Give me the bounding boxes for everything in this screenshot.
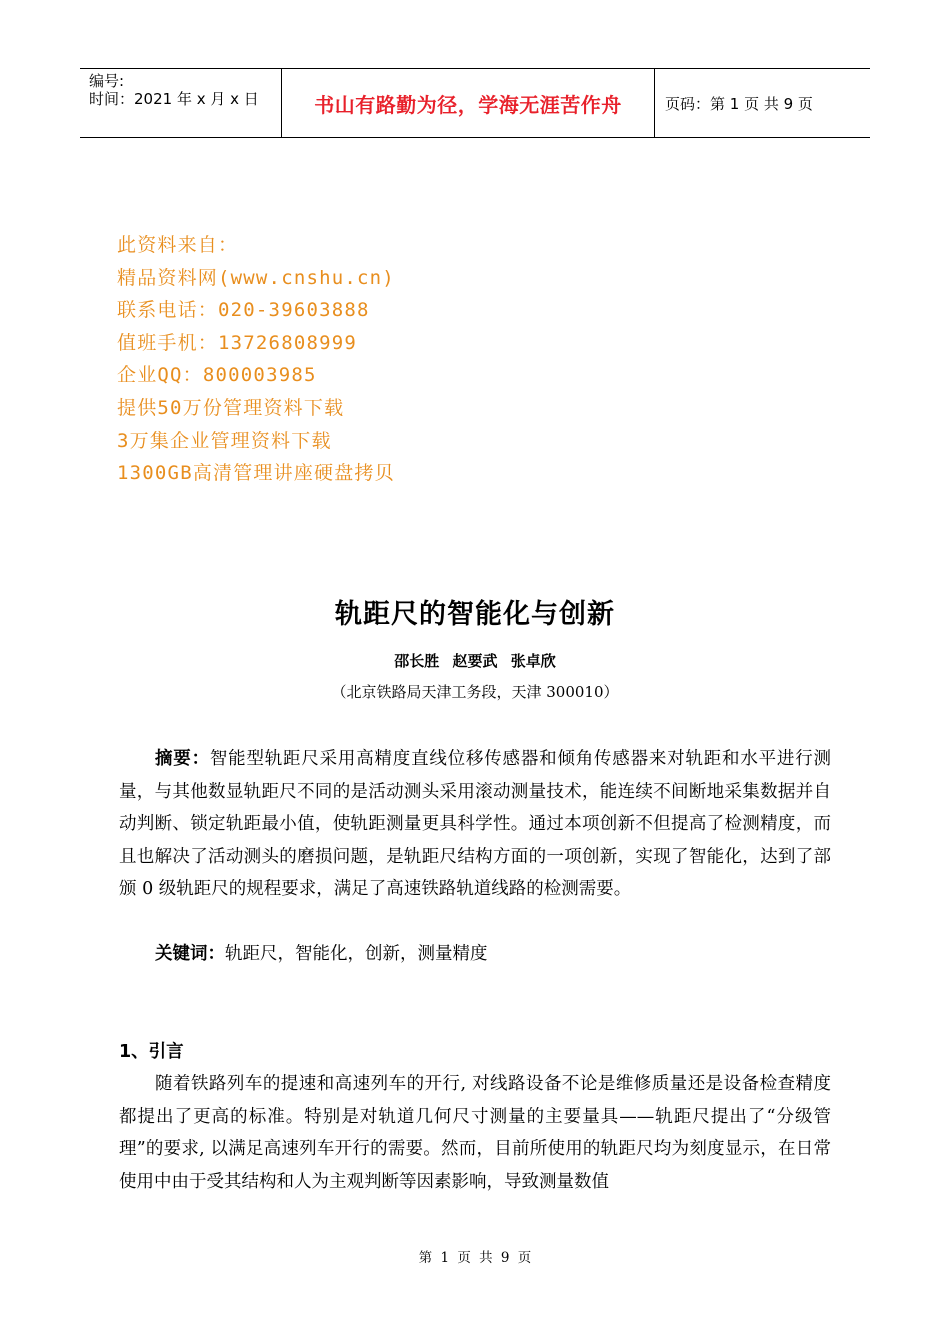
promo-line: 3万集企业管理资料下载 bbox=[117, 429, 332, 452]
promo-line: 提供50万份管理资料下载 bbox=[117, 396, 345, 419]
promo-block bbox=[117, 229, 395, 490]
header-motto: 书山有路勤为径，学海无涯苦作舟 bbox=[282, 69, 655, 137]
intro-paragraph: 随着铁路列车的提速和高速列车的开行, 对线路设备不论是维修质量还是设备检查精度都提出了更高的标准。特别是对轨道几何尺寸测量的主要量具——轨距尺提出了“分级管理”的要求, 以满足高速列车开行的需要。然而，目前所使用的轨距尺均为刻度显示，在日常使用中由于受其结构和人为主观判断等因素影响，导致测量数值 bbox=[119, 1074, 831, 1192]
promo-line: 此资料来自： bbox=[117, 234, 239, 256]
promo-line-phone: 联系电话：020-39603888 bbox=[117, 299, 370, 322]
header-meta bbox=[80, 69, 282, 137]
promo-line-mobile: 值班手机：13726808999 bbox=[117, 331, 358, 354]
promo-line: 1300GB高清管理讲座硬盘拷贝 bbox=[117, 462, 395, 485]
page-footer: 第 1 页 共 9 页 bbox=[418, 1250, 532, 1266]
article-title: 轨距尺的智能化与创新 bbox=[335, 599, 615, 630]
header-page-info: 页码：第 1 页 共 9 页 bbox=[665, 94, 813, 113]
abstract-paragraph bbox=[119, 743, 831, 906]
document-header bbox=[80, 68, 870, 138]
keywords-paragraph bbox=[119, 938, 831, 971]
article-affiliation: （北京铁路局天津工务段，天津 300010） bbox=[331, 683, 619, 701]
promo-line-qq: 企业QQ：800003985 bbox=[117, 364, 317, 387]
keywords-text: 轨距尺，智能化，创新，测量精度 bbox=[225, 944, 488, 964]
document-date: 时间：2021 年 x 月 x 日 bbox=[89, 90, 259, 108]
keywords-label: 关键词： bbox=[155, 944, 225, 964]
article-authors: 邵长胜 赵要武 张卓欣 bbox=[394, 652, 556, 670]
promo-line-website[interactable]: 精品资料网(www.cnshu.cn) bbox=[117, 266, 395, 289]
abstract-text: 智能型轨距尺采用高精度直线位移传感器和倾角传感器来对轨距和水平进行测量，与其他数显轨距尺不同的是活动测头采用滚动测量技术，能连续不间断地采集数据并自动判断、锁定轨距最小值，使轨距测量更具科学性。通过本项创新不但提高了检测精度，而且也解决了活动测头的磨损问题，是轨距尺结构方面的一项创新，实现了智能化，达到了部颁 0 级轨距尺的规程要求，满足了高速铁路轨道线路的检测需要。 bbox=[119, 749, 831, 899]
section-heading: 1、引言 bbox=[119, 1042, 184, 1062]
abstract-label: 摘要： bbox=[155, 749, 210, 769]
document-number-label: 编号: bbox=[89, 72, 125, 90]
